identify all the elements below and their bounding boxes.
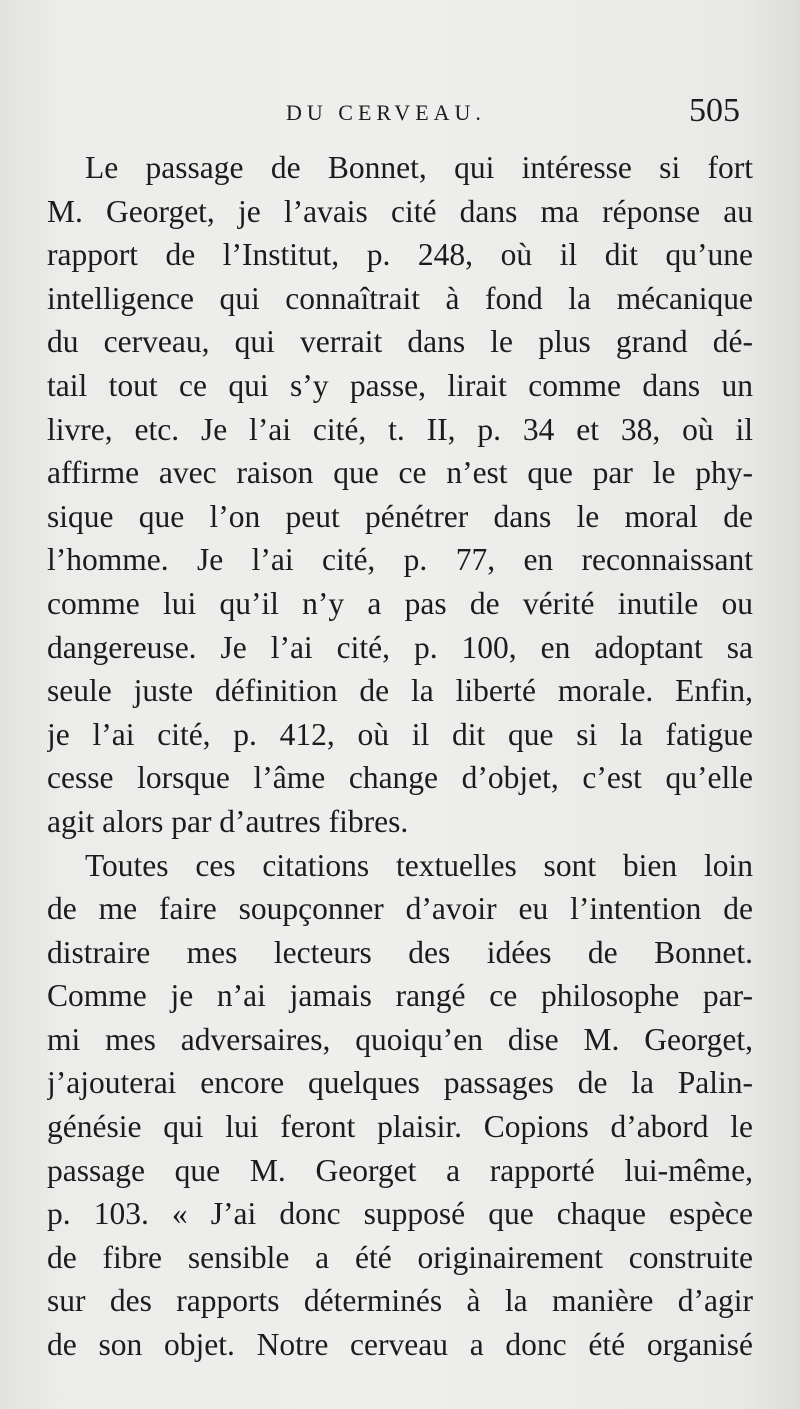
text-line: Toutes ces citations textuelles sont bien loin [85,847,753,883]
page-number: 505 [689,92,740,129]
text-line: M. Georget, je l’avais cité dans ma réponse au [47,193,753,229]
text-line: génésie qui lui feront plaisir. Copions d’abord le [47,1109,753,1145]
text-line: distraire mes lecteurs des idées de Bonnet. [47,934,753,970]
text-line: mi mes adversaires, quoiqu’en dise M. Georget, [47,1021,753,1057]
running-head [0,92,800,142]
text-line: intelligence qui connaîtrait à fond la mécanique [47,280,753,316]
text-line: agit alors par d’autres fibres. [47,803,409,839]
text-line: j’ajouterai encore quelques passages de la Palin- [47,1065,753,1101]
text-line: seule juste définition de la liberté morale. Enfin, [47,673,753,709]
text-line: je l’ai cité, p. 412, où il dit que si la fatigue [47,716,753,752]
running-title: DU CERVEAU. [286,100,486,125]
text-line: du cerveau, qui verrait dans le plus grand dé- [47,324,753,360]
text-line: affirme avec raison que ce n’est que par le phy- [47,455,753,491]
text-line: de me faire soupçonner d’avoir eu l’intention de [47,891,753,927]
text-line: sique que l’on peut pénétrer dans le moral de [47,498,753,534]
text-line: cesse lorsque l’âme change d’objet, c’est qu’elle [47,760,753,796]
body-text [47,146,753,1367]
text-line: l’homme. Je l’ai cité, p. 77, en reconnaissant [47,542,753,578]
text-line: Le passage de Bonnet, qui intéresse si fort [85,150,753,185]
text-line: p. 103. « J’ai donc supposé que chaque espèce [47,1196,753,1232]
text-line: dangereuse. Je l’ai cité, p. 100, en adoptant sa [47,629,753,665]
text-line: livre, etc. Je l’ai cité, t. II, p. 34 et 38, où il [47,411,753,447]
text-line: de son objet. Notre cerveau a donc été organisé [47,1327,753,1363]
text-line: sur des rapports déterminés à la manière d’agir [47,1283,753,1319]
text-line: passage que M. Georget a rapporté lui-même, [47,1152,753,1188]
text-line: Comme je n’ai jamais rangé ce philosophe par- [47,978,753,1014]
text-line: rapport de l’Institut, p. 248, où il dit qu’une [47,237,753,273]
text-line: de fibre sensible a été originairement construite [47,1239,753,1275]
text-line: comme lui qu’il n’y a pas de vérité inutile ou [47,585,753,621]
text-line: tail tout ce qui s’y passe, lirait comme dans un [47,367,753,403]
